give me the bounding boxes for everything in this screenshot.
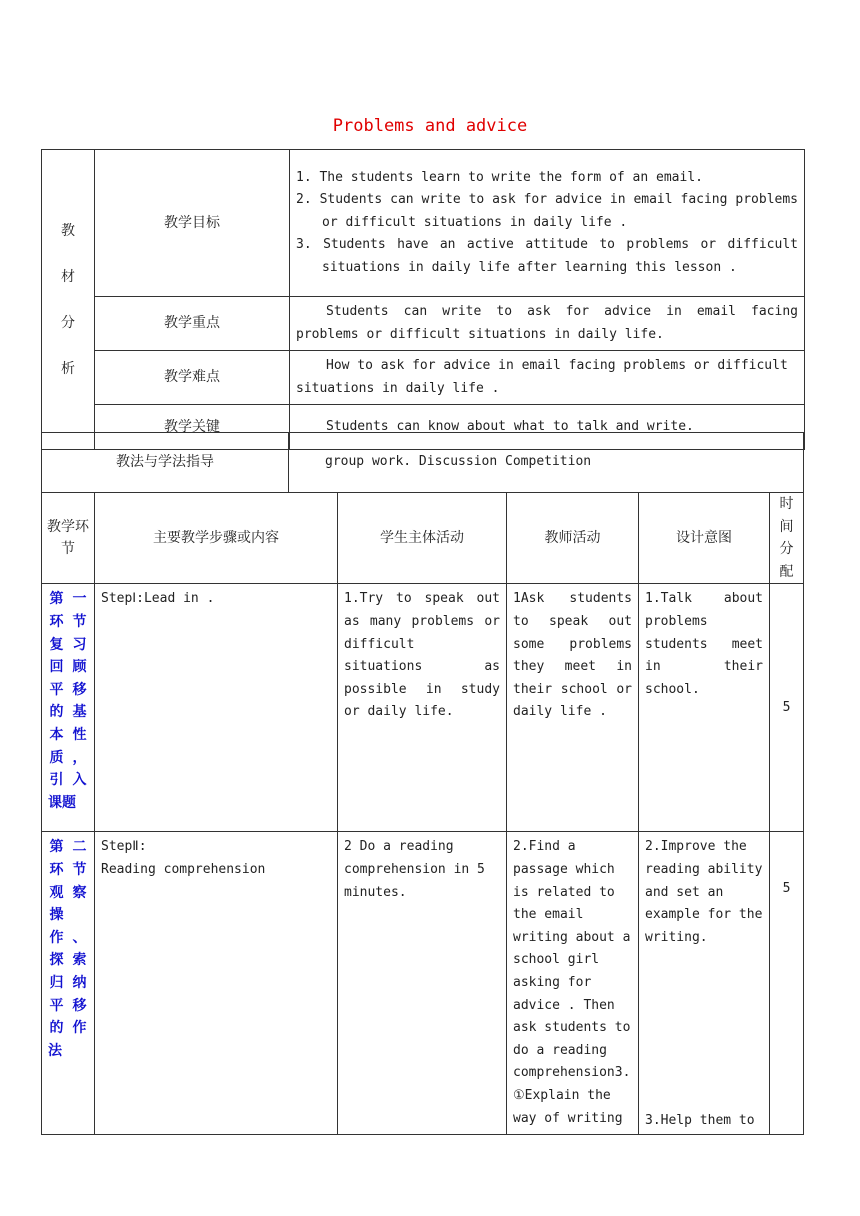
- side-char: 分: [61, 314, 75, 331]
- process-table: [41, 492, 804, 1135]
- stage-char: 索: [72, 952, 87, 969]
- analysis-side-label: [42, 150, 95, 450]
- stage-char: 本: [49, 726, 64, 743]
- teacher-activity: 2.Find a passage which is related to the email writing about a school girl asking for advice . Then ask students to do a reading comprehension3. ①Explain the way of writing: [507, 832, 639, 1135]
- stage-char: 回: [49, 659, 64, 676]
- design-intent: [639, 832, 770, 1135]
- design-text-bottom: 3.Help them to: [645, 1112, 755, 1128]
- step-cell: [95, 832, 338, 1135]
- objectives-label: 教学目标: [95, 150, 290, 297]
- analysis-table: [41, 149, 805, 450]
- method-text: group work. Discussion Competition: [289, 433, 804, 493]
- stage-char: 顾: [72, 659, 87, 676]
- step-title: StepⅠ:Lead in .: [101, 591, 215, 607]
- stage-char: 基: [72, 704, 87, 721]
- stage-char: 作: [72, 1020, 87, 1037]
- header-teacher: 教师活动: [507, 493, 639, 584]
- stage-char: 节: [72, 613, 87, 630]
- document-title: Problems and advice: [332, 116, 528, 136]
- key-points-label: 教学重点: [95, 297, 290, 351]
- stage-char: 移: [72, 997, 87, 1014]
- student-activity: 1.Try to speak out as many problems or difficult situations as possible in study or daily life.: [338, 584, 507, 832]
- header-stage: 教学环节: [42, 493, 95, 584]
- header-steps: 主要教学步骤或内容: [95, 493, 338, 584]
- stage-cell: [42, 832, 95, 1135]
- stage-char: 环: [49, 613, 64, 630]
- stage-char: 引: [49, 772, 64, 789]
- teacher-activity: 1Ask students to speak out some problems they meet in their school or daily life .: [507, 584, 639, 832]
- step-title: StepⅡ:: [101, 839, 147, 855]
- stage-char: 的: [49, 704, 64, 721]
- method-label: 教法与学法指导: [42, 433, 289, 493]
- objective-item: 3. Students have an active attitude to problems or difficult situations in daily life after learning this lesson .: [296, 237, 798, 275]
- stage-cell: [42, 584, 95, 832]
- stage-char: 质: [49, 749, 64, 766]
- stage-char: 第: [49, 591, 64, 608]
- stage-char: 移: [72, 681, 87, 698]
- stage-last: 课题: [48, 794, 76, 811]
- side-char: 材: [61, 268, 75, 285]
- student-activity: 2 Do a reading comprehension in 5 minutes.: [338, 832, 507, 1135]
- stage-char: 察: [72, 884, 87, 901]
- stage-char: 节: [72, 861, 87, 878]
- stage-char: 环: [49, 861, 64, 878]
- stage-char: 一: [72, 591, 87, 608]
- objective-item: 2. Students can write to ask for advice in email facing problems or difficult situations in daily life .: [296, 192, 798, 230]
- stage-char: ，: [72, 749, 87, 766]
- stage-char: 作: [49, 929, 64, 946]
- design-text: 2.Improve the reading ability and set an example for the writing.: [645, 839, 763, 945]
- stage-char: 入: [72, 772, 87, 789]
- step-cell: [95, 584, 338, 832]
- stage-char: 归: [49, 974, 64, 991]
- stage-char: 平: [49, 681, 64, 698]
- difficulties-text: How to ask for advice in email facing problems or difficult situations in daily life .: [290, 351, 805, 405]
- stage-char: [71, 904, 88, 927]
- stage-char: 习: [72, 636, 87, 653]
- time-allocation: 5: [770, 832, 804, 1135]
- header-student: 学生主体活动: [338, 493, 507, 584]
- stage-char: 探: [49, 952, 64, 969]
- time-allocation: 5: [770, 584, 804, 832]
- method-table: [41, 432, 804, 493]
- header-time: 时 间 分 配: [770, 493, 804, 584]
- header-design: 设计意图: [639, 493, 770, 584]
- stage-char: 复: [49, 636, 64, 653]
- side-char: 析: [61, 360, 75, 377]
- stage-char: 的: [49, 1020, 64, 1037]
- step-body: Reading comprehension: [101, 861, 266, 877]
- difficulties-label: 教学难点: [95, 351, 290, 405]
- stage-char: 二: [72, 839, 87, 856]
- side-char: 教: [61, 222, 75, 239]
- stage-char: 观: [49, 884, 64, 901]
- stage-char: 第: [49, 839, 64, 856]
- key-text: Students can know about what to talk and write.: [290, 405, 805, 450]
- stage-char: 性: [72, 726, 87, 743]
- objectives-cell: [290, 150, 805, 297]
- stage-char: 平: [49, 997, 64, 1014]
- stage-char: 操: [49, 907, 64, 924]
- stage-last: 法: [48, 1042, 62, 1059]
- stage-char: 、: [72, 929, 87, 946]
- key-points-text: Students can write to ask for advice in email facing problems or difficult situations in daily life.: [290, 297, 805, 351]
- key-label: 教学关键: [95, 405, 290, 450]
- stage-char: 纳: [72, 974, 87, 991]
- design-intent: 1.Talk about problems students meet in their school.: [639, 584, 770, 832]
- objective-item: 1. The students learn to write the form of an email.: [296, 169, 703, 185]
